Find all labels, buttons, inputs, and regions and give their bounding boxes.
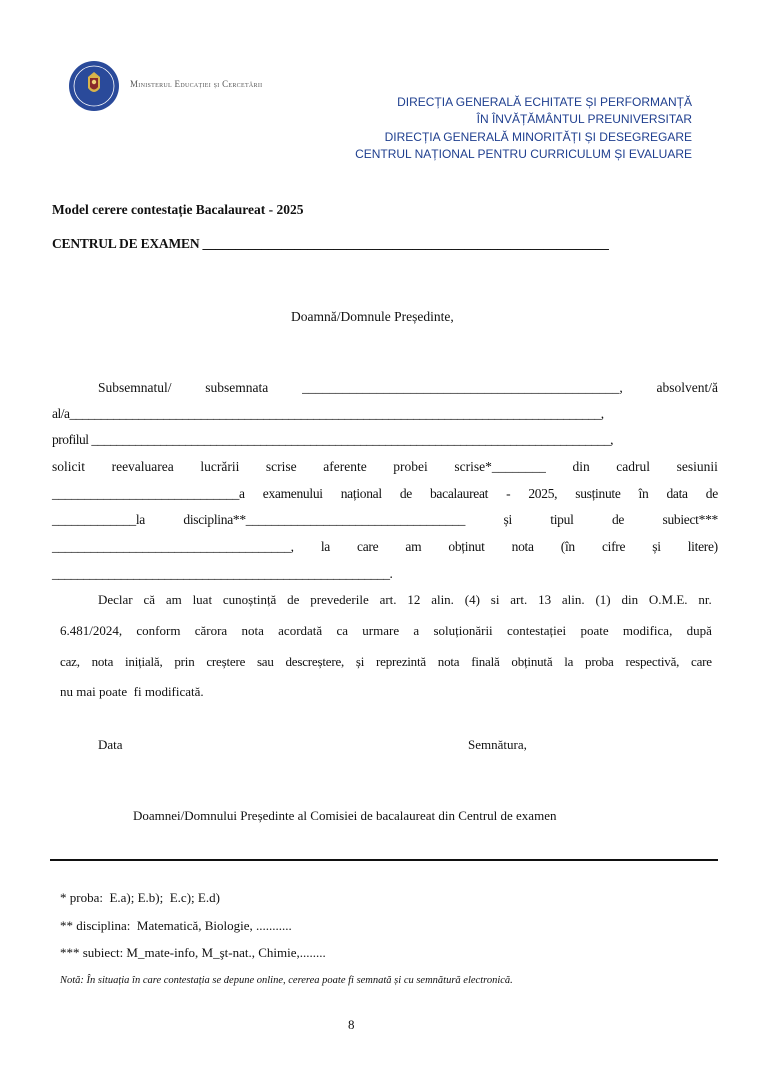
directorate-line: CENTRUL NAȚIONAL PENTRU CURRICULUM ȘI EVALUARE	[355, 147, 692, 161]
declaration-line: nu mai poate fi modificată.	[60, 684, 204, 699]
declaration-line: Declar că am luat cunoștință de prevederile art. 12 alin. (4) si art. 13 alin. (1) din O.M.E. nr.	[98, 592, 712, 607]
ministry-name: Ministerul Educației și Cercetării	[130, 79, 263, 89]
form-line: ______________________________________________________.	[52, 566, 393, 581]
declaration-line: 6.481/2024, conform cărora nota acordată ca urmare a soluționării contestației poate modifica, după	[60, 623, 712, 638]
form-line: _____________________________a examenului național de bacalaureat - 2025, susținute în data de	[52, 486, 718, 501]
footnote: * proba: E.a); E.b); E.c); E.d)	[60, 890, 220, 905]
form-line: solicit reevaluarea lucrării scrise aferente probei scrise*________ din cadrul sesiunii	[52, 459, 718, 474]
form-line: _____________________________________, la care am obținut nota (în cifre și litere)	[52, 539, 718, 554]
page-number: 8	[348, 1017, 355, 1032]
addressee: Doamnei/Domnului Președinte al Comisiei de bacalaureat din Centrul de examen	[133, 808, 557, 823]
declaration-line: caz, nota inițială, prin creștere sau descreștere, și reprezintă nota finală obținută la proba respectivă, care	[60, 654, 712, 669]
date-label: Data	[98, 737, 123, 752]
directorate-line: ÎN ÎNVĂȚĂMÂNTUL PREUNIVERSITAR	[476, 112, 692, 126]
form-line: profilul ___________________________________________________________________________________,	[52, 432, 613, 447]
exam-center-field: CENTRUL DE EXAMEN ______________________________________________________________	[52, 236, 609, 251]
directorate-line: DIRECȚIA GENERALĂ MINORITĂȚI ȘI DESEGREGARE	[384, 130, 692, 144]
form-line: _____________la disciplina**__________________________________ și tipul de subiect***	[52, 512, 718, 527]
form-line: Subsemnatul/ subsemnata _______________________________________________, absolvent/ă	[98, 380, 718, 395]
footnote: ** disciplina: Matematică, Biologie, ...........	[60, 918, 292, 933]
form-line: al/a_____________________________________________________________________________________,	[52, 406, 604, 421]
electronic-signature-note: Notă: În situația în care contestația se depune online, cererea poate fi semnată și cu semnătură electronică.	[60, 975, 513, 986]
document-title: Model cerere contestație Bacalaureat - 2025	[52, 202, 304, 217]
directorate-line: DIRECȚIA GENERALĂ ECHITATE ȘI PERFORMANȚĂ	[397, 95, 692, 109]
footnote-divider	[50, 859, 718, 861]
footnote: *** subiect: M_mate-info, M_şt-nat., Chimie,........	[60, 945, 326, 960]
salutation: Doamnă/Domnule Președinte,	[291, 309, 454, 324]
romanian-government-emblem	[68, 60, 120, 112]
signature-label: Semnătura,	[468, 737, 527, 752]
